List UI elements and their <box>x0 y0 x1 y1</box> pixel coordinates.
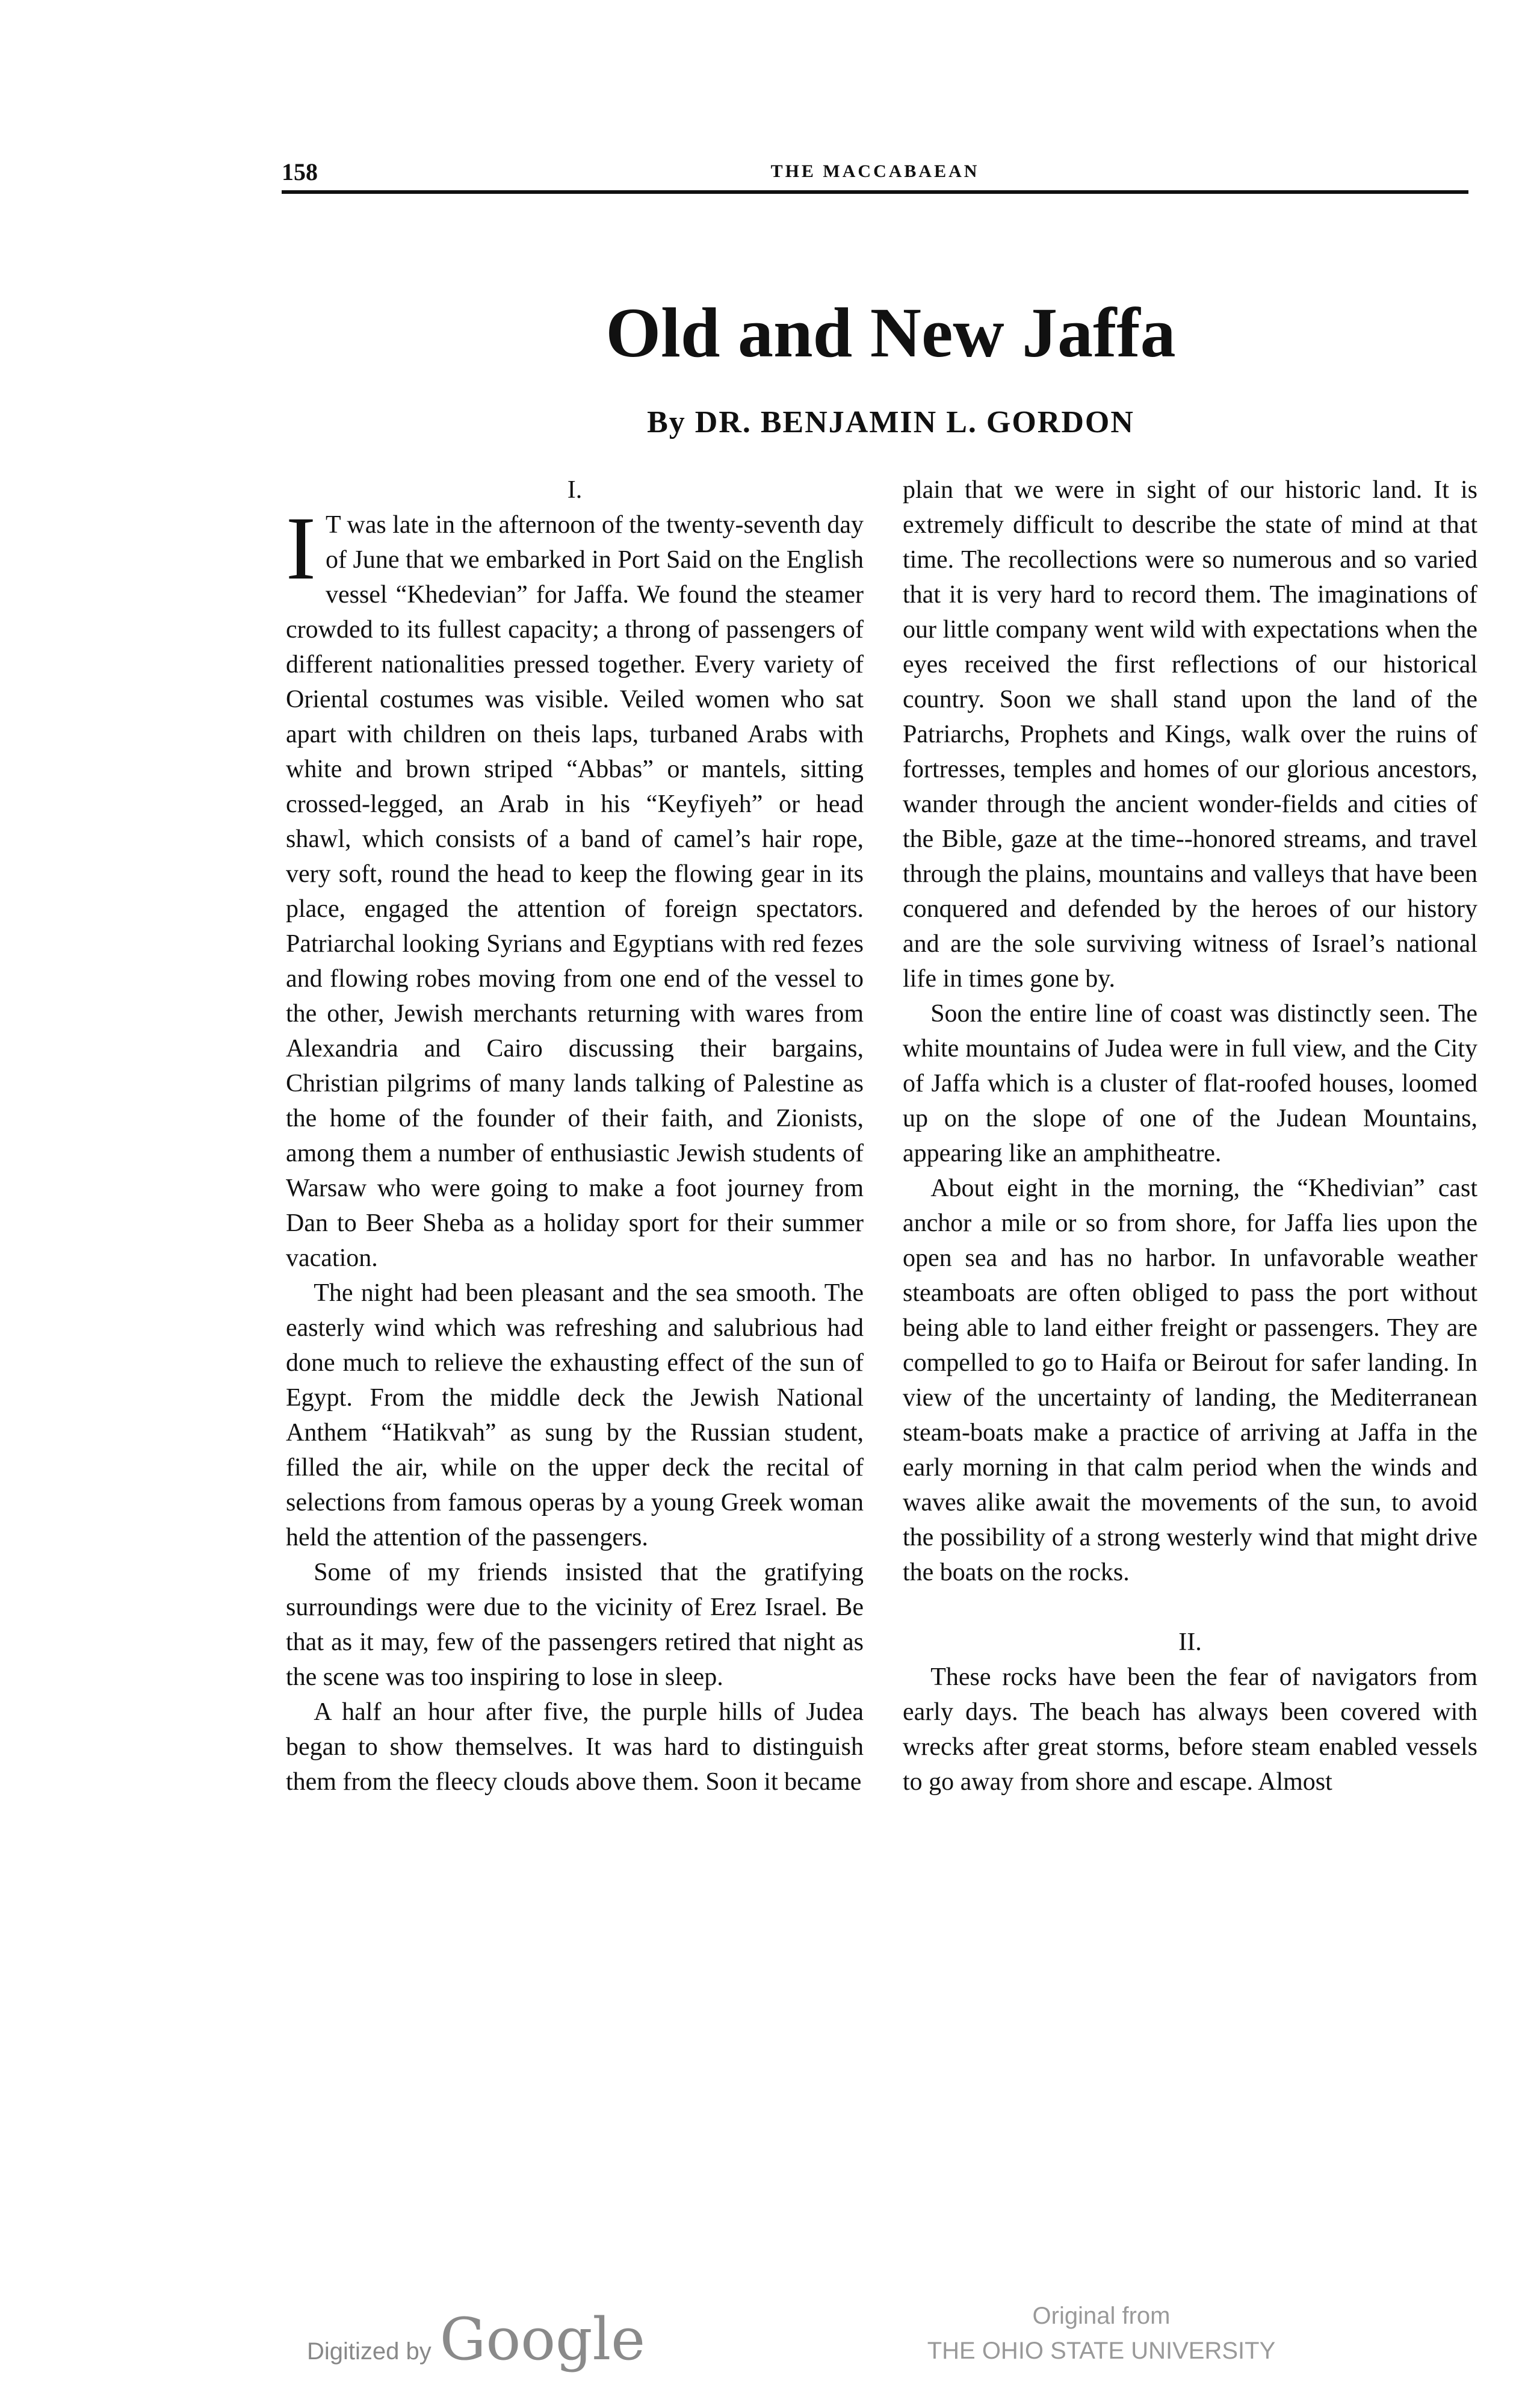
section-heading-2: II. <box>1178 1628 1202 1656</box>
drop-cap: I <box>286 498 316 598</box>
digitized-by-footer <box>307 2306 645 2373</box>
paragraph-6: Soon the entire line of coast was distinctly seen. The white mountains of Judea were in full view, and the City of Jaffa which is a cluster of flat-roofed houses, loomed up on the slope of one of the Judean Mountains, appearing like an amphitheatre. <box>903 1000 1477 1167</box>
institution-name: THE OHIO STATE UNIVERSITY <box>927 2338 1276 2364</box>
running-head <box>282 158 1468 188</box>
original-from-footer <box>861 2298 1342 2368</box>
paragraph-8: These rocks have been the fear of navigators from early days. The beach has always been covered with wrecks after great storms, before steam enabled vessels to go away from shore and escape. Almost <box>903 1663 1477 1796</box>
original-from-label: Original from <box>1032 2303 1171 2329</box>
google-logo: Google <box>439 2306 646 2373</box>
section-spacer <box>903 1590 1477 1625</box>
digitized-by-label: Digitized by <box>307 2338 432 2365</box>
right-column <box>903 473 1477 2218</box>
paragraph-5: plain that we were in sight of our historic land. It is extremely difficult to describe the state of mind at that time. The recollections were so numerous and so varied that it is very hard to record them. The imaginations of our little company went wild with expectations when the eyes received the first reflections of our historical country. Soon we shall stand upon the land of the Patriarchs, Prophets and Kings, walk over the ruins of fortresses, temples and homes of our glorious ancestors, wander through the ancient wonder-fields and cities of the Bible, gaze at the time--honored streams, and travel through the plains, mountains and valleys that have been conquered and defended by the heroes of our history and are the sole surviving witness of Israel’s national life in times gone by. <box>903 476 1477 993</box>
section-heading-1: I. <box>567 476 583 504</box>
journal-name: THE MACCABAEAN <box>770 161 980 181</box>
header-rule <box>282 190 1468 194</box>
article-title: Old and New Jaffa <box>605 293 1176 372</box>
left-column <box>286 473 864 2218</box>
paragraph-2: The night had been pleasant and the sea smooth. The easterly wind which was refreshing and salubrious had done much to relieve the exhausting effect of the sun of Egypt. From the middle deck the Jewish National Anthem “Hatikvah” as sung by the Russian student, filled the air, while on the upper deck the recital of selections from famous operas by a young Greek woman held the attention of the passengers. <box>286 1279 864 1551</box>
paragraph-1 <box>286 498 864 1276</box>
paragraph-3: Some of my friends insisted that the gratifying surroundings were due to the vicinity of Erez Israel. Be that as it may, few of the passengers retired that night as the scene was too inspiring to lose in sleep. <box>286 1559 864 1691</box>
paragraph-7: About eight in the morning, the “Khedivian” cast anchor a mile or so from shore, for Jaffa lies upon the open sea and has no harbor. In unfavorable weather steamboats are often obliged to pass the port without being able to land either freight or passengers. They are compelled to go to Haifa or Beirout for safer landing. In view of the uncertainty of landing, the Mediterranean steam-boats make a practice of arriving at Jaffa in the early morning in that calm period when the winds and waves alike await the movements of the sun, to avoid the possibility of a strong westerly wind that might drive the boats on the rocks. <box>903 1175 1477 1586</box>
page-number: 158 <box>282 158 318 185</box>
paragraph-4: A half an hour after five, the purple hills of Judea began to show themselves. It was hard to distinguish them from the fleecy clouds above them. Soon it became <box>286 1698 864 1796</box>
article-byline: By DR. BENJAMIN L. GORDON <box>647 405 1134 439</box>
paragraph-1-text: T was late in the afternoon of the twenty-seventh day of June that we embarked in Port Said on the English vessel “Khedevian” for Jaffa. We found the steamer crowded to its fullest capacity; a throng of passengers of different nationalities pressed together. Every variety of Oriental costumes was visible. Veiled women who sat apart with children on theis laps, turbaned Arabs with white and brown striped “Abbas” or mantels, sitting crossed-legged, an Arab in his “Keyfiyeh” or head shawl, which consists of a band of camel’s hair rope, very soft, round the head to keep the flowing gear in its place, engaged the attention of foreign spectators. Patriarchal looking Syrians and Egyptians with red fezes and flowing robes moving from one end of the vessel to the other, Jewish merchants returning with wares from Alexandria and Cairo discussing their bargains, Christian pilgrims of many lands talking of Palestine as the home of the founder of their faith, and Zionists, among them a number of enthusiastic Jewish students of Warsaw who were going to make a foot journey from Dan to Beer Sheba as a holiday sport for their summer vacation. <box>286 511 864 1272</box>
